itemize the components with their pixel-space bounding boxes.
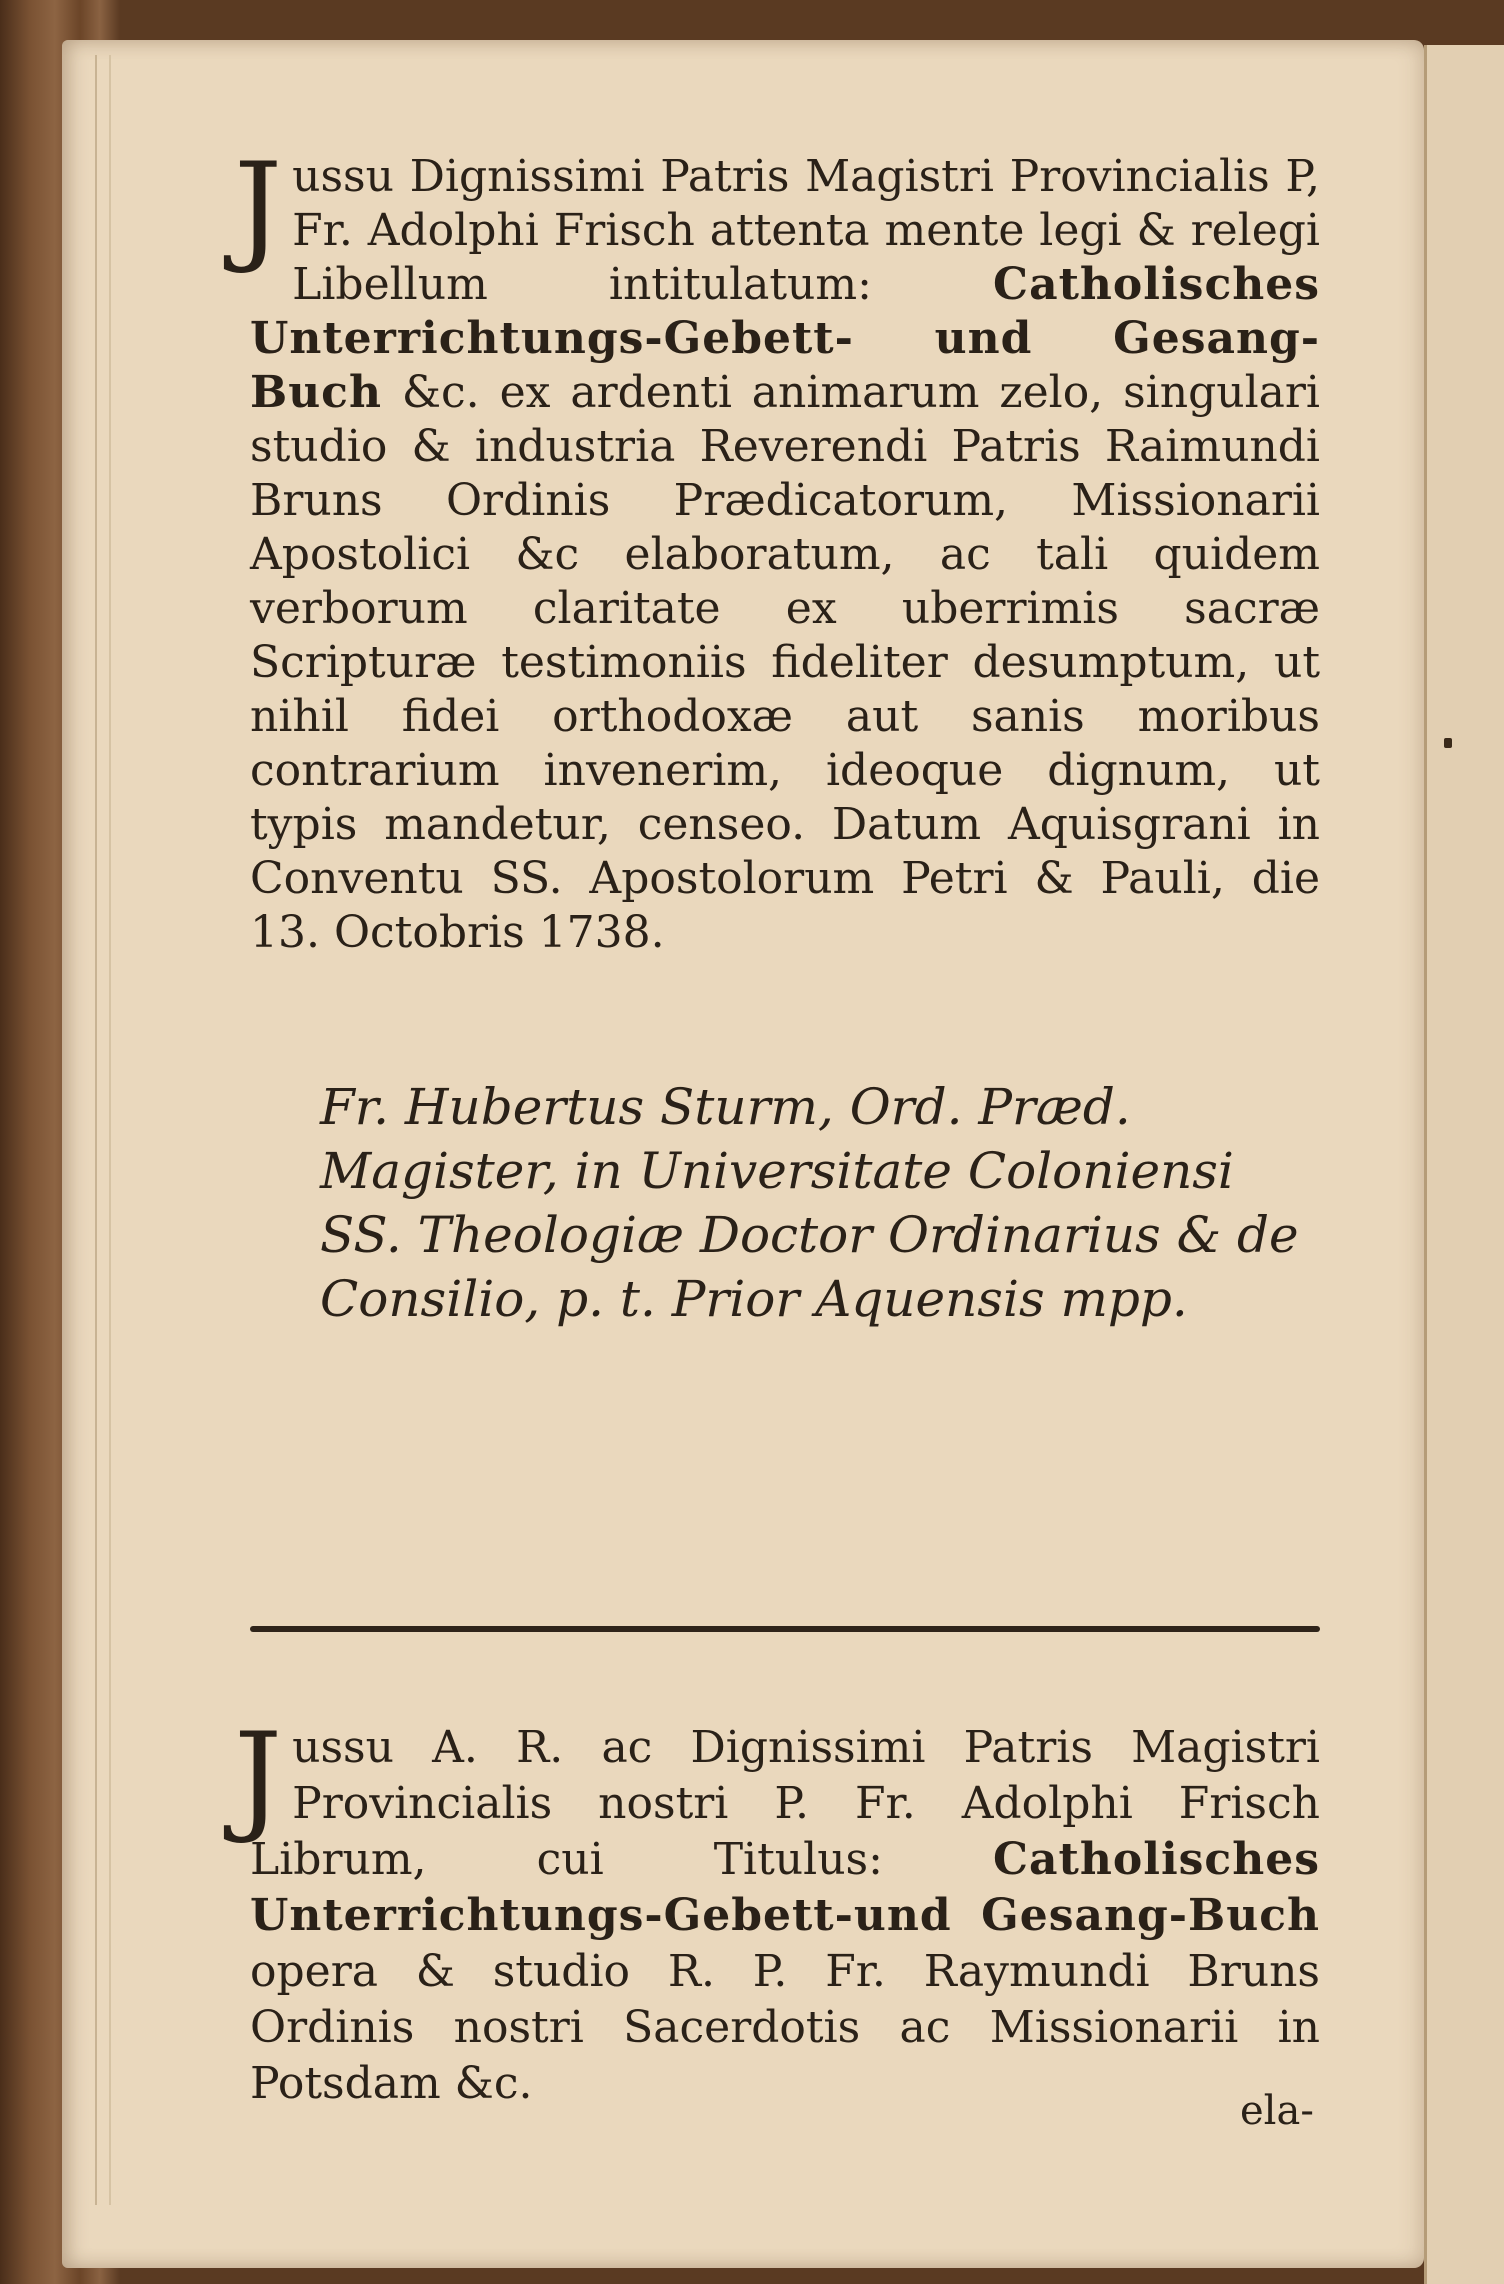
approbation-paragraph-2: [234, 1708, 1320, 2112]
approbation-2-intro: ussu A. R. ac Dignissimi Patris Magistri Provincialis nostri P. Fr. Adolphi Frisch Librum, cui Titulus:: [250, 1722, 1320, 1885]
divider-rule: [250, 1626, 1320, 1632]
dropcap: J: [234, 1708, 283, 1847]
facing-page-mark: [1444, 738, 1452, 748]
signature-text: Fr. Hubertus Sturm, Ord. Præd. Magister, in Universitate Coloniensi SS. Theologiæ Doctor Ordinarius & de Consilio, p. t. Prior Aquensis mpp.: [320, 1078, 1299, 1328]
facing-page-edge: [1424, 45, 1504, 2284]
approbation-1-body: &c. ex ardenti animarum zelo, singulari studio & industria Reverendi Patris Raimundi Bruns Ordinis Prædicatorum, Missionarii Apostolici &c elaboratum, ac tali quidem verborum claritate ex uberrimis sacræ Scripturæ testimoniis fideliter desumptum, ut nihil fidei orthodoxæ aut sanis moribus contrarium invenerim, ideoque dignum, ut typis mandetur, censeo. Datum Aquisgrani in Conventu SS. Apostolorum Petri & Pauli, die 13. Octobris 1738.: [250, 367, 1320, 958]
approbation-2-body: opera & studio R. P. Fr. Raymundi Bruns Ordinis nostri Sacerdotis ac Missionarii in Potsdam &c.: [250, 1946, 1320, 2109]
approbation-paragraph-1: [234, 138, 1320, 960]
book-title: Catholisches Unterrichtungs-Gebett- und Gesang-Buch: [250, 259, 1320, 418]
book-title: Catholisches Unterrichtungs-Gebett-und Gesang-Buch: [250, 1834, 1320, 1941]
page-edge: [95, 55, 111, 2205]
dropcap: J: [234, 138, 283, 277]
signature-block: [320, 1075, 1320, 1331]
catchword: ela-: [1240, 2088, 1314, 2134]
approbation-1-intro: ussu Dignissimi Patris Magistri Provincialis P, Fr. Adolphi Frisch attenta mente legi & relegi Libellum intitulatum:: [292, 151, 1320, 310]
